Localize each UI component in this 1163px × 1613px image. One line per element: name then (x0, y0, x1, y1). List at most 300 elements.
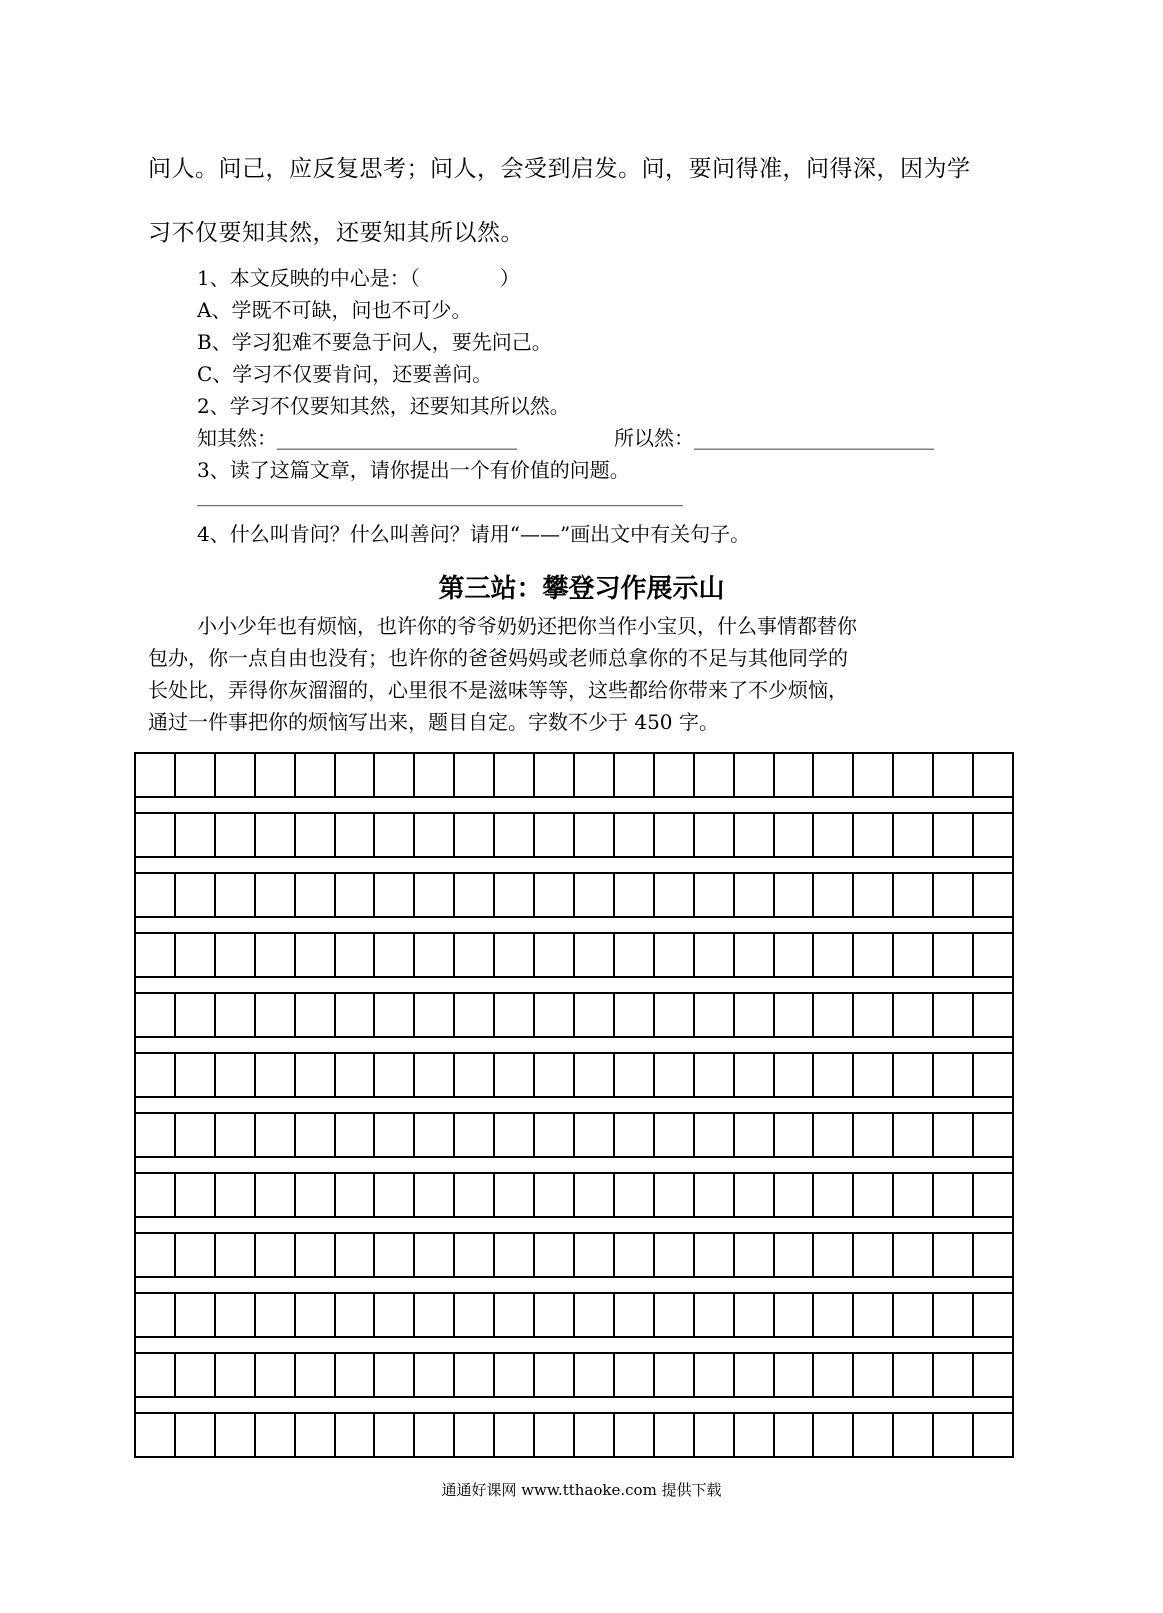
grid-cell[interactable] (256, 754, 296, 796)
section-title: 第三站：攀登习作展示山 (438, 574, 725, 604)
grid-cell[interactable] (136, 1174, 176, 1216)
grid-cell[interactable] (814, 1294, 854, 1336)
fill-blank-zhiqiran[interactable]: 知其然：________________________ (197, 426, 517, 450)
question-2: 2、学习不仅要知其然，还要知其所以然。 (197, 394, 570, 418)
grid-cell[interactable] (854, 1054, 894, 1096)
grid-cell[interactable] (655, 1294, 695, 1336)
grid-cell[interactable] (575, 1294, 615, 1336)
grid-cell[interactable] (615, 1054, 655, 1096)
grid-cell[interactable] (216, 1114, 256, 1156)
grid-cell[interactable] (974, 874, 1014, 916)
grid-cell[interactable] (894, 994, 934, 1036)
grid-cell[interactable] (256, 994, 296, 1036)
grid-cell[interactable] (415, 1354, 455, 1396)
grid-cell[interactable] (455, 1354, 495, 1396)
grid-cell[interactable] (136, 754, 176, 796)
grid-cell[interactable] (934, 1174, 974, 1216)
grid-cell[interactable] (176, 814, 216, 856)
grid-cell[interactable] (455, 1054, 495, 1096)
grid-cell[interactable] (216, 994, 256, 1036)
grid-cell[interactable] (455, 994, 495, 1036)
grid-cell[interactable] (136, 1054, 176, 1096)
writing-grid[interactable] (134, 752, 1014, 1458)
grid-cell[interactable] (256, 1354, 296, 1396)
grid-row (134, 992, 1014, 1038)
grid-cell[interactable] (854, 1174, 894, 1216)
grid-cell[interactable] (934, 934, 974, 976)
grid-cell[interactable] (296, 814, 336, 856)
grid-cell[interactable] (455, 1234, 495, 1276)
grid-cell[interactable] (375, 1234, 415, 1276)
grid-cell[interactable] (735, 1354, 775, 1396)
grid-cell[interactable] (934, 1294, 974, 1336)
grid-cell[interactable] (854, 994, 894, 1036)
grid-cell[interactable] (176, 934, 216, 976)
option-a: A、学既不可缺，问也不可少。 (197, 298, 472, 322)
grid-row (134, 1172, 1014, 1218)
grid-cell[interactable] (615, 1234, 655, 1276)
grid-cell[interactable] (495, 1414, 535, 1456)
grid-row-gap (134, 1038, 1014, 1052)
grid-cell[interactable] (296, 1414, 336, 1456)
grid-cell[interactable] (775, 814, 815, 856)
grid-cell[interactable] (216, 1294, 256, 1336)
grid-cell[interactable] (974, 1114, 1014, 1156)
grid-cell[interactable] (854, 1114, 894, 1156)
grid-cell[interactable] (615, 874, 655, 916)
grid-cell[interactable] (695, 1414, 735, 1456)
grid-cell[interactable] (814, 934, 854, 976)
passage-line-1: 问人。问己，应反复思考；问人，会受到启发。问，要问得准，问得深，因为学 (148, 156, 971, 182)
grid-cell[interactable] (336, 1174, 376, 1216)
grid-cell[interactable] (575, 1174, 615, 1216)
grid-cell[interactable] (814, 754, 854, 796)
grid-cell[interactable] (336, 1294, 376, 1336)
grid-cell[interactable] (854, 1234, 894, 1276)
answer-line-q3[interactable]: ______________________________________________________ (197, 486, 683, 507)
grid-cell[interactable] (495, 874, 535, 916)
grid-cell[interactable] (655, 1414, 695, 1456)
grid-cell[interactable] (256, 1174, 296, 1216)
grid-cell[interactable] (814, 1414, 854, 1456)
grid-cell[interactable] (655, 874, 695, 916)
grid-cell[interactable] (854, 1414, 894, 1456)
grid-cell[interactable] (136, 1294, 176, 1336)
grid-cell[interactable] (615, 1414, 655, 1456)
grid-cell[interactable] (974, 1414, 1014, 1456)
grid-cell[interactable] (695, 934, 735, 976)
grid-cell[interactable] (894, 1354, 934, 1396)
grid-cell[interactable] (256, 934, 296, 976)
grid-cell[interactable] (735, 1174, 775, 1216)
grid-cell[interactable] (136, 1234, 176, 1276)
grid-cell[interactable] (535, 814, 575, 856)
grid-cell[interactable] (695, 1354, 735, 1396)
grid-cell[interactable] (575, 1414, 615, 1456)
grid-row (134, 872, 1014, 918)
grid-cell[interactable] (695, 814, 735, 856)
grid-cell[interactable] (974, 1294, 1014, 1336)
grid-cell[interactable] (375, 1114, 415, 1156)
grid-cell[interactable] (375, 994, 415, 1036)
grid-cell[interactable] (176, 994, 216, 1036)
grid-cell[interactable] (775, 934, 815, 976)
grid-cell[interactable] (176, 1054, 216, 1096)
grid-row-gap (134, 1158, 1014, 1172)
grid-cell[interactable] (216, 1234, 256, 1276)
grid-cell[interactable] (854, 1354, 894, 1396)
grid-cell[interactable] (934, 1234, 974, 1276)
grid-row-gap (134, 1398, 1014, 1412)
grid-cell[interactable] (974, 814, 1014, 856)
grid-cell[interactable] (216, 1354, 256, 1396)
grid-cell[interactable] (655, 994, 695, 1036)
grid-cell[interactable] (336, 1114, 376, 1156)
grid-cell[interactable] (535, 1114, 575, 1156)
grid-cell[interactable] (256, 1054, 296, 1096)
grid-cell[interactable] (894, 1114, 934, 1156)
grid-cell[interactable] (894, 1414, 934, 1456)
grid-cell[interactable] (894, 1174, 934, 1216)
grid-cell[interactable] (256, 814, 296, 856)
grid-cell[interactable] (296, 1114, 336, 1156)
grid-cell[interactable] (296, 1054, 336, 1096)
grid-cell[interactable] (415, 1414, 455, 1456)
grid-cell[interactable] (655, 1354, 695, 1396)
grid-cell[interactable] (735, 1294, 775, 1336)
grid-cell[interactable] (775, 1114, 815, 1156)
grid-cell[interactable] (854, 814, 894, 856)
grid-cell[interactable] (136, 934, 176, 976)
grid-cell[interactable] (655, 814, 695, 856)
grid-cell[interactable] (735, 1234, 775, 1276)
grid-cell[interactable] (535, 1174, 575, 1216)
grid-cell[interactable] (695, 1054, 735, 1096)
grid-cell[interactable] (934, 874, 974, 916)
grid-cell[interactable] (176, 1354, 216, 1396)
grid-cell[interactable] (375, 934, 415, 976)
grid-cell[interactable] (695, 754, 735, 796)
grid-cell[interactable] (695, 1174, 735, 1216)
prompt-line-4: 通过一件事把你的烦恼写出来，题目自定。字数不少于 450 字。 (148, 710, 719, 734)
grid-cell[interactable] (535, 1054, 575, 1096)
grid-cell[interactable] (814, 994, 854, 1036)
grid-cell[interactable] (735, 934, 775, 976)
grid-cell[interactable] (854, 754, 894, 796)
grid-cell[interactable] (814, 814, 854, 856)
option-c: C、学习不仅要肯问，还要善问。 (197, 362, 493, 386)
grid-cell[interactable] (336, 1354, 376, 1396)
fill-blank-suoyiran[interactable]: 所以然：________________________ (614, 426, 934, 450)
grid-cell[interactable] (655, 1054, 695, 1096)
grid-cell[interactable] (216, 874, 256, 916)
grid-cell[interactable] (814, 1174, 854, 1216)
grid-cell[interactable] (256, 1114, 296, 1156)
option-b: B、学习犯难不要急于问人，要先问己。 (197, 330, 552, 354)
grid-cell[interactable] (934, 1114, 974, 1156)
grid-cell[interactable] (336, 814, 376, 856)
grid-cell[interactable] (336, 934, 376, 976)
grid-cell[interactable] (415, 1054, 455, 1096)
grid-cell[interactable] (136, 994, 176, 1036)
grid-cell[interactable] (336, 1054, 376, 1096)
grid-cell[interactable] (854, 1294, 894, 1336)
grid-cell[interactable] (495, 1114, 535, 1156)
grid-cell[interactable] (375, 1354, 415, 1396)
grid-cell[interactable] (814, 1054, 854, 1096)
grid-cell[interactable] (495, 1234, 535, 1276)
grid-cell[interactable] (695, 1114, 735, 1156)
grid-cell[interactable] (415, 874, 455, 916)
grid-cell[interactable] (974, 1054, 1014, 1096)
grid-cell[interactable] (575, 874, 615, 916)
grid-row (134, 1352, 1014, 1398)
grid-cell[interactable] (136, 1354, 176, 1396)
grid-cell[interactable] (775, 1414, 815, 1456)
grid-cell[interactable] (934, 1054, 974, 1096)
grid-cell[interactable] (615, 1174, 655, 1216)
grid-cell[interactable] (775, 754, 815, 796)
grid-cell[interactable] (854, 874, 894, 916)
grid-cell[interactable] (296, 1174, 336, 1216)
grid-cell[interactable] (934, 814, 974, 856)
grid-cell[interactable] (735, 814, 775, 856)
grid-cell[interactable] (775, 1354, 815, 1396)
grid-cell[interactable] (455, 1114, 495, 1156)
grid-cell[interactable] (216, 814, 256, 856)
grid-cell[interactable] (655, 754, 695, 796)
grid-cell[interactable] (814, 874, 854, 916)
grid-cell[interactable] (375, 1174, 415, 1216)
grid-cell[interactable] (415, 1294, 455, 1336)
grid-cell[interactable] (176, 754, 216, 796)
grid-cell[interactable] (535, 994, 575, 1036)
grid-row-gap (134, 1218, 1014, 1232)
grid-cell[interactable] (296, 1234, 336, 1276)
grid-cell[interactable] (735, 994, 775, 1036)
grid-cell[interactable] (535, 1354, 575, 1396)
grid-cell[interactable] (176, 1414, 216, 1456)
grid-cell[interactable] (575, 814, 615, 856)
grid-cell[interactable] (455, 1294, 495, 1336)
grid-cell[interactable] (894, 874, 934, 916)
grid-row (134, 1292, 1014, 1338)
grid-cell[interactable] (495, 1354, 535, 1396)
grid-cell[interactable] (775, 1174, 815, 1216)
grid-cell[interactable] (415, 934, 455, 976)
grid-cell[interactable] (615, 934, 655, 976)
grid-cell[interactable] (375, 1054, 415, 1096)
grid-cell[interactable] (176, 1294, 216, 1336)
grid-cell[interactable] (655, 934, 695, 976)
grid-cell[interactable] (256, 1234, 296, 1276)
grid-cell[interactable] (535, 874, 575, 916)
grid-row-gap (134, 1278, 1014, 1292)
grid-cell[interactable] (775, 994, 815, 1036)
grid-cell[interactable] (974, 1234, 1014, 1276)
grid-row (134, 1112, 1014, 1158)
grid-cell[interactable] (695, 994, 735, 1036)
grid-cell[interactable] (934, 1354, 974, 1396)
grid-cell[interactable] (814, 1114, 854, 1156)
grid-cell[interactable] (375, 1294, 415, 1336)
grid-row-gap (134, 1098, 1014, 1112)
grid-cell[interactable] (775, 874, 815, 916)
prompt-line-3: 长处比，弄得你灰溜溜的，心里很不是滋味等等，这些都给你带来了不少烦恼， (148, 678, 848, 702)
grid-cell[interactable] (455, 1174, 495, 1216)
grid-cell[interactable] (894, 1294, 934, 1336)
grid-cell[interactable] (336, 1234, 376, 1276)
grid-cell[interactable] (176, 1174, 216, 1216)
grid-cell[interactable] (296, 1294, 336, 1336)
grid-cell[interactable] (216, 1174, 256, 1216)
grid-cell[interactable] (814, 1234, 854, 1276)
grid-cell[interactable] (296, 874, 336, 916)
grid-cell[interactable] (375, 814, 415, 856)
grid-cell[interactable] (974, 1174, 1014, 1216)
grid-cell[interactable] (535, 1234, 575, 1276)
grid-cell[interactable] (455, 814, 495, 856)
grid-cell[interactable] (136, 814, 176, 856)
grid-cell[interactable] (615, 814, 655, 856)
grid-cell[interactable] (455, 934, 495, 976)
grid-cell[interactable] (216, 1054, 256, 1096)
grid-cell[interactable] (735, 1054, 775, 1096)
grid-cell[interactable] (256, 1414, 296, 1456)
grid-cell[interactable] (495, 1174, 535, 1216)
grid-cell[interactable] (495, 754, 535, 796)
grid-cell[interactable] (535, 1294, 575, 1336)
grid-cell[interactable] (455, 874, 495, 916)
grid-cell[interactable] (974, 1354, 1014, 1396)
passage-line-2: 习不仅要知其然，还要知其所以然。 (148, 220, 524, 246)
grid-cell[interactable] (296, 754, 336, 796)
grid-cell[interactable] (495, 1294, 535, 1336)
grid-cell[interactable] (894, 934, 934, 976)
grid-cell[interactable] (216, 754, 256, 796)
grid-cell[interactable] (296, 934, 336, 976)
grid-row (134, 1412, 1014, 1458)
grid-cell[interactable] (934, 994, 974, 1036)
grid-cell[interactable] (974, 934, 1014, 976)
grid-cell[interactable] (575, 1354, 615, 1396)
grid-cell[interactable] (934, 1414, 974, 1456)
grid-cell[interactable] (495, 1054, 535, 1096)
grid-cell[interactable] (136, 1114, 176, 1156)
grid-cell[interactable] (615, 1354, 655, 1396)
grid-cell[interactable] (974, 994, 1014, 1036)
grid-cell[interactable] (216, 1414, 256, 1456)
grid-cell[interactable] (655, 1174, 695, 1216)
grid-cell[interactable] (695, 874, 735, 916)
grid-cell[interactable] (136, 1414, 176, 1456)
grid-cell[interactable] (336, 994, 376, 1036)
grid-cell[interactable] (575, 1114, 615, 1156)
grid-cell[interactable] (735, 754, 775, 796)
grid-row (134, 812, 1014, 858)
grid-cell[interactable] (495, 994, 535, 1036)
grid-cell[interactable] (375, 754, 415, 796)
grid-row (134, 1232, 1014, 1278)
question-4: 4、什么叫肯问？什么叫善问？请用“——”画出文中有关句子。 (197, 522, 751, 546)
grid-cell[interactable] (894, 1234, 934, 1276)
grid-cell[interactable] (814, 1354, 854, 1396)
grid-cell[interactable] (575, 934, 615, 976)
grid-cell[interactable] (535, 934, 575, 976)
grid-cell[interactable] (256, 874, 296, 916)
grid-cell[interactable] (535, 754, 575, 796)
grid-cell[interactable] (415, 1174, 455, 1216)
grid-cell[interactable] (695, 1234, 735, 1276)
grid-cell[interactable] (375, 1414, 415, 1456)
grid-row-gap (134, 858, 1014, 872)
grid-cell[interactable] (455, 754, 495, 796)
grid-cell[interactable] (775, 1054, 815, 1096)
grid-cell[interactable] (615, 1114, 655, 1156)
grid-row-gap (134, 918, 1014, 932)
grid-cell[interactable] (336, 874, 376, 916)
grid-cell[interactable] (415, 1114, 455, 1156)
grid-cell[interactable] (575, 994, 615, 1036)
grid-cell[interactable] (894, 814, 934, 856)
grid-cell[interactable] (415, 814, 455, 856)
grid-cell[interactable] (296, 1354, 336, 1396)
grid-cell[interactable] (176, 1114, 216, 1156)
footer: 通通好课网 www.tthaoke.com 提供下载 (441, 1481, 722, 1499)
grid-cell[interactable] (495, 934, 535, 976)
grid-cell[interactable] (375, 874, 415, 916)
grid-cell[interactable] (655, 1234, 695, 1276)
grid-cell[interactable] (575, 1234, 615, 1276)
grid-cell[interactable] (894, 754, 934, 796)
grid-cell[interactable] (256, 1294, 296, 1336)
question-3: 3、读了这篇文章，请你提出一个有价值的问题。 (197, 458, 630, 482)
grid-cell[interactable] (695, 1294, 735, 1336)
grid-cell[interactable] (575, 1054, 615, 1096)
grid-cell[interactable] (894, 1054, 934, 1096)
prompt-line-1: 小小少年也有烦恼，也许你的爷爷奶奶还把你当作小宝贝，什么事情都替你 (197, 614, 857, 638)
grid-cell[interactable] (336, 1414, 376, 1456)
grid-cell[interactable] (216, 934, 256, 976)
grid-cell[interactable] (176, 1234, 216, 1276)
grid-cell[interactable] (775, 1294, 815, 1336)
grid-cell[interactable] (735, 1414, 775, 1456)
grid-cell[interactable] (934, 754, 974, 796)
grid-cell[interactable] (495, 814, 535, 856)
grid-cell[interactable] (415, 1234, 455, 1276)
grid-cell[interactable] (415, 994, 455, 1036)
prompt-line-2: 包办，你一点自由也没有；也许你的爸爸妈妈或老师总拿你的不足与其他同学的 (148, 646, 848, 670)
grid-cell[interactable] (974, 754, 1014, 796)
grid-cell[interactable] (615, 754, 655, 796)
grid-cell[interactable] (615, 1294, 655, 1336)
grid-cell[interactable] (535, 1414, 575, 1456)
grid-cell[interactable] (176, 874, 216, 916)
grid-cell[interactable] (296, 994, 336, 1036)
grid-cell[interactable] (735, 1114, 775, 1156)
grid-cell[interactable] (336, 754, 376, 796)
grid-cell[interactable] (415, 754, 455, 796)
grid-cell[interactable] (775, 1234, 815, 1276)
grid-row-gap (134, 978, 1014, 992)
grid-cell[interactable] (136, 874, 176, 916)
grid-cell[interactable] (615, 994, 655, 1036)
grid-cell[interactable] (575, 754, 615, 796)
grid-cell[interactable] (655, 1114, 695, 1156)
grid-cell[interactable] (854, 934, 894, 976)
grid-cell[interactable] (735, 874, 775, 916)
grid-cell[interactable] (455, 1414, 495, 1456)
